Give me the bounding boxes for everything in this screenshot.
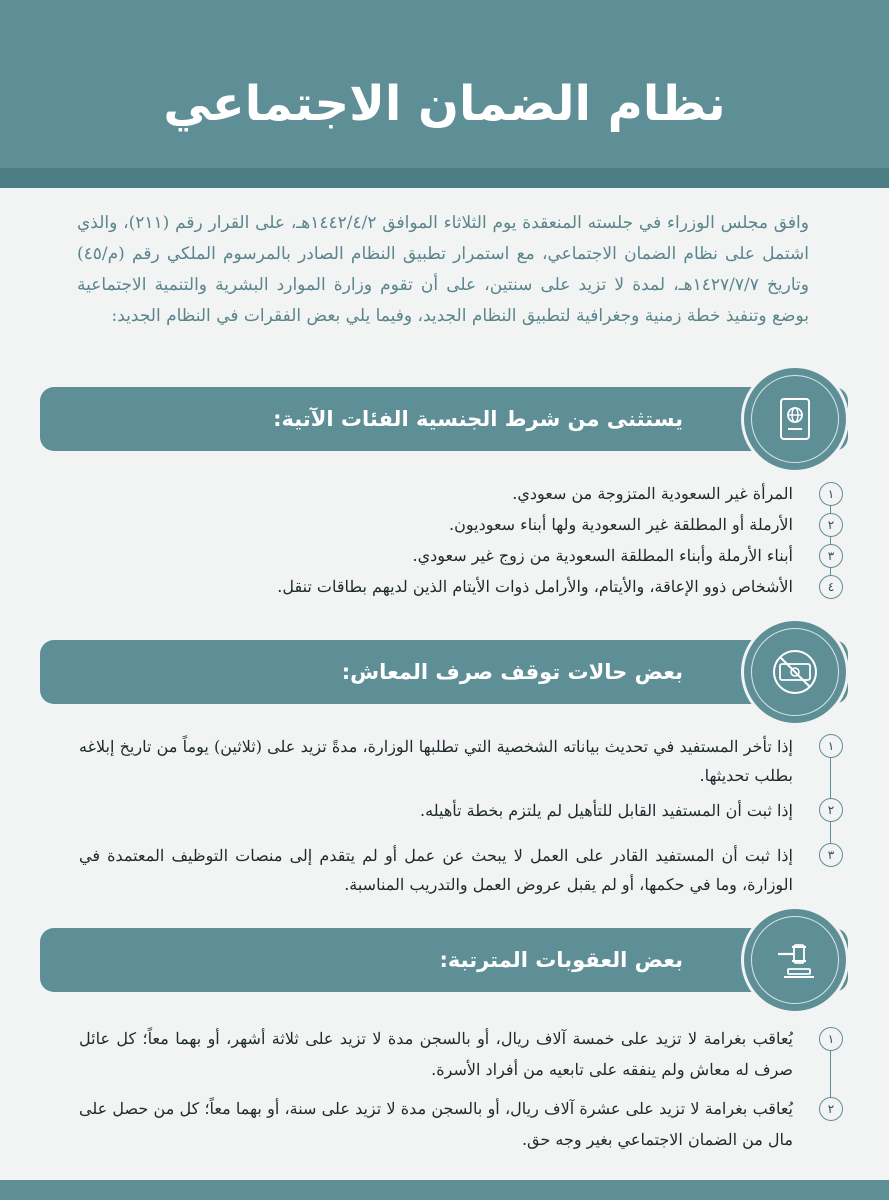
section-header-penalties: [40, 928, 848, 992]
item-number: ١: [819, 1027, 843, 1051]
nationality-exception-list: [79, 480, 849, 604]
section-title: بعض العقوبات المترتبة:: [439, 948, 683, 972]
list-item: [79, 542, 849, 573]
list-item: [79, 1093, 849, 1159]
item-text: إذا ثبت أن المستفيد القابل للتأهيل لم يلتزم بخطة تأهيله.: [420, 801, 793, 820]
section-header-nationality: [40, 387, 848, 451]
item-text: يُعاقب بغرامة لا تزيد على عشرة آلاف ريال، أو بالسجن مدة لا تزيد على سنة، أو بهما معاً؛ كل من حصل على مال من الضمان الاجتماعي بغير وجه حق.: [79, 1099, 793, 1149]
item-text: الأرملة أو المطلقة غير السعودية ولها أبناء سعوديون.: [449, 515, 793, 534]
item-number: ٣: [819, 544, 843, 568]
section-header-pension-stop: [40, 640, 848, 704]
list-item: [79, 573, 849, 604]
list-item: [79, 796, 849, 841]
item-text: الأشخاص ذوو الإعاقة، والأيتام، والأرامل ذوات الأيتام الذين لديهم بطاقات تنقل.: [277, 577, 793, 596]
item-number: ١: [819, 482, 843, 506]
item-text: يُعاقب بغرامة لا تزيد على خمسة آلاف ريال، أو بالسجن مدة لا تزيد على ثلاثة أشهر، أو بهما معاً؛ كل عائل صرف له معاش ولم ينفقه على تابعيه من أفراد الأسرة.: [79, 1029, 793, 1079]
section-icon-badge: [741, 906, 849, 1014]
section-title: يستثنى من شرط الجنسية الفئات الآتية:: [273, 407, 683, 431]
pension-stop-list: [79, 732, 849, 905]
item-number: ٤: [819, 575, 843, 599]
item-number: ٢: [819, 513, 843, 537]
list-item: [79, 732, 849, 796]
section-icon-badge: [741, 618, 849, 726]
list-item: [79, 841, 849, 905]
item-text: المرأة غير السعودية المتزوجة من سعودي.: [512, 484, 793, 503]
header-band: [0, 168, 889, 188]
gavel-icon: [770, 935, 820, 985]
page-title: نظام الضمان الاجتماعي: [163, 76, 726, 132]
intro-paragraph: وافق مجلس الوزراء في جلسته المنعقدة يوم الثلاثاء الموافق ١٤٤٢/٤/٢هـ، على القرار رقم (٢١١)، والذي اشتمل على نظام الضمان الاجتماعي، مع استمرار تطبيق النظام الصادر بالمرسوم الملكي رقم (م/٤٥) وتاريخ ١٤٢٧/٧/٧هـ، لمدة لا تزيد على سنتين، على أن تقوم وزارة الموارد البشرية والتنمية الاجتماعية بوضع وتنفيذ خطة زمنية وجغرافية لتطبيق النظام الجديد، وفيما يلي بعض الفقرات في النظام الجديد:: [77, 213, 809, 326]
list-item: [79, 1023, 849, 1093]
item-text: أبناء الأرملة وأبناء المطلقة السعودية من زوج غير سعودي.: [412, 546, 793, 565]
no-money-icon: [770, 647, 820, 697]
item-number: ٣: [819, 843, 843, 867]
item-text: إذا ثبت أن المستفيد القادر على العمل لا يبحث عن عمل أو لم يتقدم إلى منصات التوظيف المعتمدة في الوزارة، وما في حكمها، أو لم يقبل عروض العمل والتدريب المناسبة.: [79, 846, 794, 894]
section-title: بعض حالات توقف صرف المعاش:: [341, 660, 683, 684]
list-item: [79, 511, 849, 542]
item-text: إذا تأخر المستفيد في تحديث بياناته الشخصية التي تطلبها الوزارة، مدةً تزيد على (ثلاثين) يوماً من تاريخ إبلاغه بطلب تحديثها.: [79, 737, 793, 785]
passport-icon: [775, 395, 815, 443]
penalties-list: [79, 1023, 849, 1159]
section-icon-badge: [741, 365, 849, 473]
footer-band: [0, 1180, 889, 1200]
list-item: [79, 480, 849, 511]
item-number: ٢: [819, 798, 843, 822]
item-number: ٢: [819, 1097, 843, 1121]
item-number: ١: [819, 734, 843, 758]
